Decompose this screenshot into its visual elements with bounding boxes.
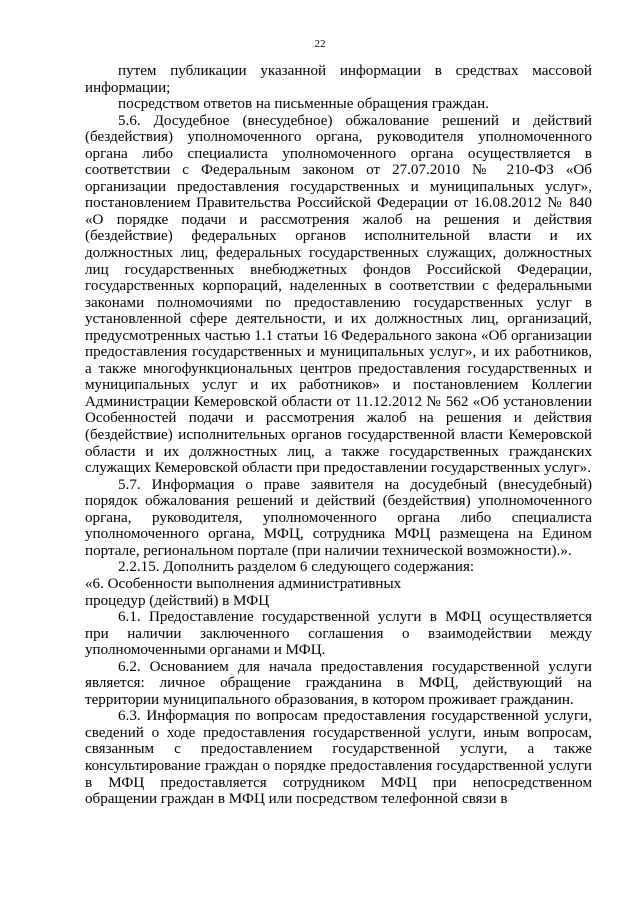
page-number: 22: [314, 38, 326, 50]
paragraph-6-3: 6.3. Информация по вопросам предоставления государственной услуги, сведений о ходе предоставления государственной услуги, иным вопросам, связанным с предоставлением государственной услуги, а также консультирование граждан о порядке предоставления государственной услуги в МФЦ предоставляется сотрудником МФЦ при непосредственном обращении граждан в МФЦ или посредством телефонной связи в: [85, 708, 592, 808]
paragraph-6-1: 6.1. Предоставление государственной услуги в МФЦ осуществляется при наличии заключенного соглашения о взаимодействии между уполномоченными органами и МФЦ.: [85, 609, 592, 659]
paragraph-6-2: 6.2. Основанием для начала предоставления государственной услуги является: личное обращение гражданина в МФЦ, действующий на территории муниципального образования, в котором проживает гражданин.: [85, 658, 592, 708]
paragraph-mass-media: путем публикации указанной информации в средствах массовой информации;: [85, 63, 592, 96]
section-title-line-1: «6. Особенности выполнения административных: [85, 575, 402, 592]
section-title-line-2: процедур (действий) в МФЦ: [85, 592, 270, 609]
document-body: [85, 63, 592, 808]
paragraph-5-7: 5.7. Информация о праве заявителя на досудебный (внесудебный) порядок обжалования решений и действий (бездействия) уполномоченного органа, руководителя, уполномоченного органа либо специалиста уполномоченного органа, МФЦ, сотрудника МФЦ размещена на Едином портале, региональном портале (при наличии технической возможности).».: [85, 476, 592, 559]
paragraph-2-2-15: 2.2.15. Дополнить разделом 6 следующего содержания:: [118, 559, 475, 576]
paragraph-5-6: 5.6. Досудебное (внесудебное) обжалование решений и действий (бездействия) уполномоченного органа, руководителя уполномоченного органа либо специалиста уполномоченного органа осуществляется в соответствии с Федеральным законом от 27.07.2010 № 210-ФЗ «Об организации предоставления государственных и муниципальных услуг», постановлением Правительства Российской Федерации от 16.08.2012 № 840 «О порядке подачи и рассмотрения жалоб на решения и действия (бездействие) федеральных органов исполнительной власти и их должностных лиц, федеральных государственных служащих, должностных лиц государственных внебюджетных фондов Российской Федерации, государственных корпораций, наделенных в соответствии с федеральными законами полномочиями по предоставлению государственных услуг в установленной сфере деятельности, и их должностных лиц, организаций, предусмотренных частью 1.1 статьи 16 Федерального закона «Об организации предоставления государственных и муниципальных услуг», и их работников, а также многофункциональных центров предоставления государственных и муниципальных услуг и их работников» и постановлением Коллегии Администрации Кемеровской области от 11.12.2012 № 562 «Об установлении Особенностей подачи и рассмотрения жалоб на решения и действия (бездействие) исполнительных органов государственной власти Кемеровской области и их должностных лиц, а также государственных гражданских служащих Кемеровской области при предоставлении государственных услуг».: [85, 112, 592, 477]
paragraph-written-requests: посредством ответов на письменные обращения граждан.: [118, 96, 489, 113]
